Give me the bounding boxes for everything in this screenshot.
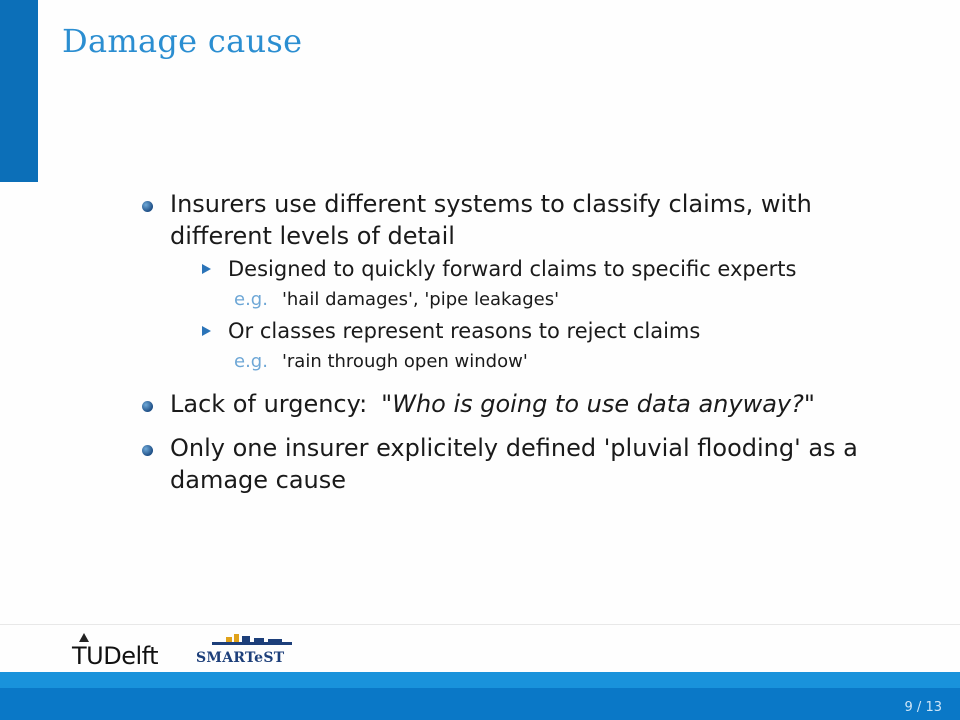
bullet-text: Insurers use different systems to classify claims, with different levels of detail bbox=[170, 190, 812, 250]
example-label: e.g. bbox=[234, 351, 268, 372]
bullet-item bbox=[140, 388, 860, 420]
slide-title: Damage cause bbox=[62, 22, 303, 60]
bullet-icon bbox=[142, 201, 153, 212]
smartest-logo-text: SMARTeST bbox=[196, 650, 285, 666]
triangle-bullet-icon bbox=[202, 326, 211, 336]
bullet-text: Lack of urgency: bbox=[170, 390, 368, 418]
skyline-icon bbox=[212, 632, 292, 648]
bullet-icon bbox=[142, 401, 153, 412]
example-line bbox=[140, 286, 860, 314]
example-text: 'rain through open window' bbox=[281, 351, 528, 372]
bottom-bar-strip bbox=[0, 672, 960, 688]
smartest-logo bbox=[196, 632, 300, 670]
example-line bbox=[140, 348, 860, 376]
bullet-item bbox=[140, 188, 860, 252]
sub-bullet-item bbox=[140, 254, 860, 284]
bullet-text: Only one insurer explicitely defined 'pluvial flooding' as a damage cause bbox=[170, 434, 858, 494]
footer-divider bbox=[0, 624, 960, 625]
sub-bullet-text: Or classes represent reasons to reject claims bbox=[228, 319, 701, 343]
tudelft-logo bbox=[72, 632, 164, 670]
sub-bullet-text: Designed to quickly forward claims to specific experts bbox=[228, 257, 797, 281]
bullet-item bbox=[140, 432, 860, 496]
example-text: 'hail damages', 'pipe leakages' bbox=[281, 289, 560, 310]
flame-icon bbox=[78, 632, 90, 642]
sub-bullet-item bbox=[140, 316, 860, 346]
tudelft-logo-text: TUDelft bbox=[72, 642, 159, 670]
title-accent-bar bbox=[0, 0, 38, 182]
bottom-bar bbox=[0, 672, 960, 720]
bullet-icon bbox=[142, 445, 153, 456]
example-label: e.g. bbox=[234, 289, 268, 310]
page-number: 9 / 13 bbox=[904, 700, 942, 715]
bullet-quote: "Who is going to use data anyway?" bbox=[381, 390, 815, 418]
triangle-bullet-icon bbox=[202, 264, 211, 274]
slide-content bbox=[140, 188, 860, 496]
